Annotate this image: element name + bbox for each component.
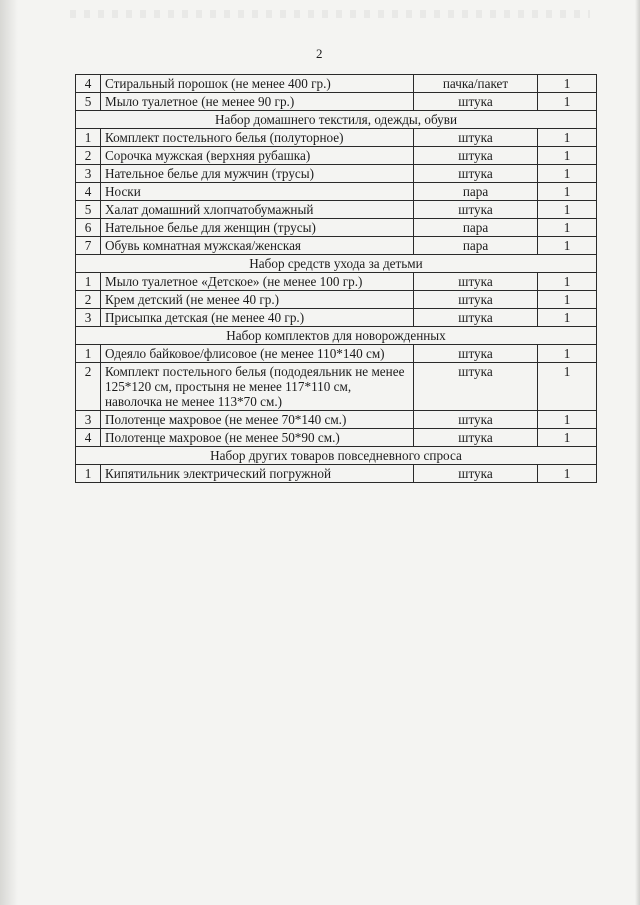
item-name: Присыпка детская (не менее 40 гр.) — [101, 309, 414, 327]
item-unit: пара — [414, 237, 538, 255]
section-title: Набор других товаров повседневного спроса — [76, 447, 597, 465]
item-quantity: 1 — [538, 219, 597, 237]
item-name: Мыло туалетное «Детское» (не менее 100 гр.) — [101, 273, 414, 291]
item-number: 2 — [76, 147, 101, 165]
item-name: Крем детский (не менее 40 гр.) — [101, 291, 414, 309]
scan-noise-top — [70, 10, 590, 18]
item-quantity: 1 — [538, 129, 597, 147]
item-number: 1 — [76, 129, 101, 147]
item-unit: пачка/пакет — [414, 75, 538, 93]
section-header-row — [76, 327, 597, 345]
section-title: Набор комплектов для новорожденных — [76, 327, 597, 345]
table-row — [76, 75, 597, 93]
item-unit: штука — [414, 273, 538, 291]
table-row — [76, 93, 597, 111]
table-row — [76, 147, 597, 165]
table-row — [76, 129, 597, 147]
item-number: 3 — [76, 309, 101, 327]
item-quantity: 1 — [538, 75, 597, 93]
item-unit: штука — [414, 129, 538, 147]
item-unit: штука — [414, 291, 538, 309]
item-number: 6 — [76, 219, 101, 237]
item-unit: штука — [414, 345, 538, 363]
section-header-row — [76, 447, 597, 465]
items-table-body — [76, 75, 597, 483]
table-row — [76, 183, 597, 201]
item-quantity: 1 — [538, 309, 597, 327]
table-row — [76, 465, 597, 483]
table-row — [76, 411, 597, 429]
item-quantity: 1 — [538, 201, 597, 219]
item-name: Носки — [101, 183, 414, 201]
scan-shadow-right — [635, 0, 640, 905]
item-quantity: 1 — [538, 363, 597, 411]
table-row — [76, 165, 597, 183]
item-number: 7 — [76, 237, 101, 255]
item-name: Полотенце махровое (не менее 50*90 см.) — [101, 429, 414, 447]
items-table — [75, 74, 597, 483]
item-number: 3 — [76, 411, 101, 429]
item-number: 4 — [76, 183, 101, 201]
item-name: Полотенце махровое (не менее 70*140 см.) — [101, 411, 414, 429]
item-name: Нательное белье для женщин (трусы) — [101, 219, 414, 237]
item-unit: пара — [414, 219, 538, 237]
item-quantity: 1 — [538, 183, 597, 201]
item-number: 4 — [76, 429, 101, 447]
scan-shadow-left — [0, 0, 18, 905]
item-name: Кипятильник электрический погружной — [101, 465, 414, 483]
section-title: Набор средств ухода за детьми — [76, 255, 597, 273]
item-quantity: 1 — [538, 147, 597, 165]
item-name: Халат домашний хлопчатобумажный — [101, 201, 414, 219]
section-header-row — [76, 111, 597, 129]
item-unit: штука — [414, 429, 538, 447]
item-number: 4 — [76, 75, 101, 93]
table-row — [76, 219, 597, 237]
item-unit: штука — [414, 363, 538, 411]
item-number: 1 — [76, 273, 101, 291]
table-row — [76, 237, 597, 255]
section-title: Набор домашнего текстиля, одежды, обуви — [76, 111, 597, 129]
item-unit: штука — [414, 309, 538, 327]
item-unit: штука — [414, 465, 538, 483]
table-row — [76, 345, 597, 363]
item-unit: штука — [414, 93, 538, 111]
item-number: 5 — [76, 201, 101, 219]
table-row — [76, 309, 597, 327]
item-quantity: 1 — [538, 291, 597, 309]
item-number: 1 — [76, 345, 101, 363]
item-unit: штука — [414, 411, 538, 429]
table-row — [76, 363, 597, 411]
item-quantity: 1 — [538, 411, 597, 429]
item-quantity: 1 — [538, 429, 597, 447]
item-number: 1 — [76, 465, 101, 483]
item-number: 2 — [76, 363, 101, 411]
table-row — [76, 201, 597, 219]
item-name: Стиральный порошок (не менее 400 гр.) — [101, 75, 414, 93]
item-number: 5 — [76, 93, 101, 111]
item-name: Комплект постельного белья (полуторное) — [101, 129, 414, 147]
item-quantity: 1 — [538, 465, 597, 483]
item-quantity: 1 — [538, 93, 597, 111]
item-quantity: 1 — [538, 165, 597, 183]
item-unit: штука — [414, 165, 538, 183]
item-unit: штука — [414, 201, 538, 219]
item-quantity: 1 — [538, 237, 597, 255]
page-number: 2 — [316, 46, 323, 61]
item-quantity: 1 — [538, 345, 597, 363]
item-name: Одеяло байковое/флисовое (не менее 110*140 см) — [101, 345, 414, 363]
table-row — [76, 273, 597, 291]
item-quantity: 1 — [538, 273, 597, 291]
table-row — [76, 429, 597, 447]
item-name: Обувь комнатная мужская/женская — [101, 237, 414, 255]
item-name: Нательное белье для мужчин (трусы) — [101, 165, 414, 183]
item-number: 2 — [76, 291, 101, 309]
item-name: Мыло туалетное (не менее 90 гр.) — [101, 93, 414, 111]
item-name: Комплект постельного белья (пододеяльник не менее 125*120 см, простыня не менее 117*110 см, наволочка не менее 113*70 см.) — [101, 363, 414, 411]
table-row — [76, 291, 597, 309]
item-number: 3 — [76, 165, 101, 183]
item-name: Сорочка мужская (верхняя рубашка) — [101, 147, 414, 165]
item-unit: пара — [414, 183, 538, 201]
item-unit: штука — [414, 147, 538, 165]
section-header-row — [76, 255, 597, 273]
